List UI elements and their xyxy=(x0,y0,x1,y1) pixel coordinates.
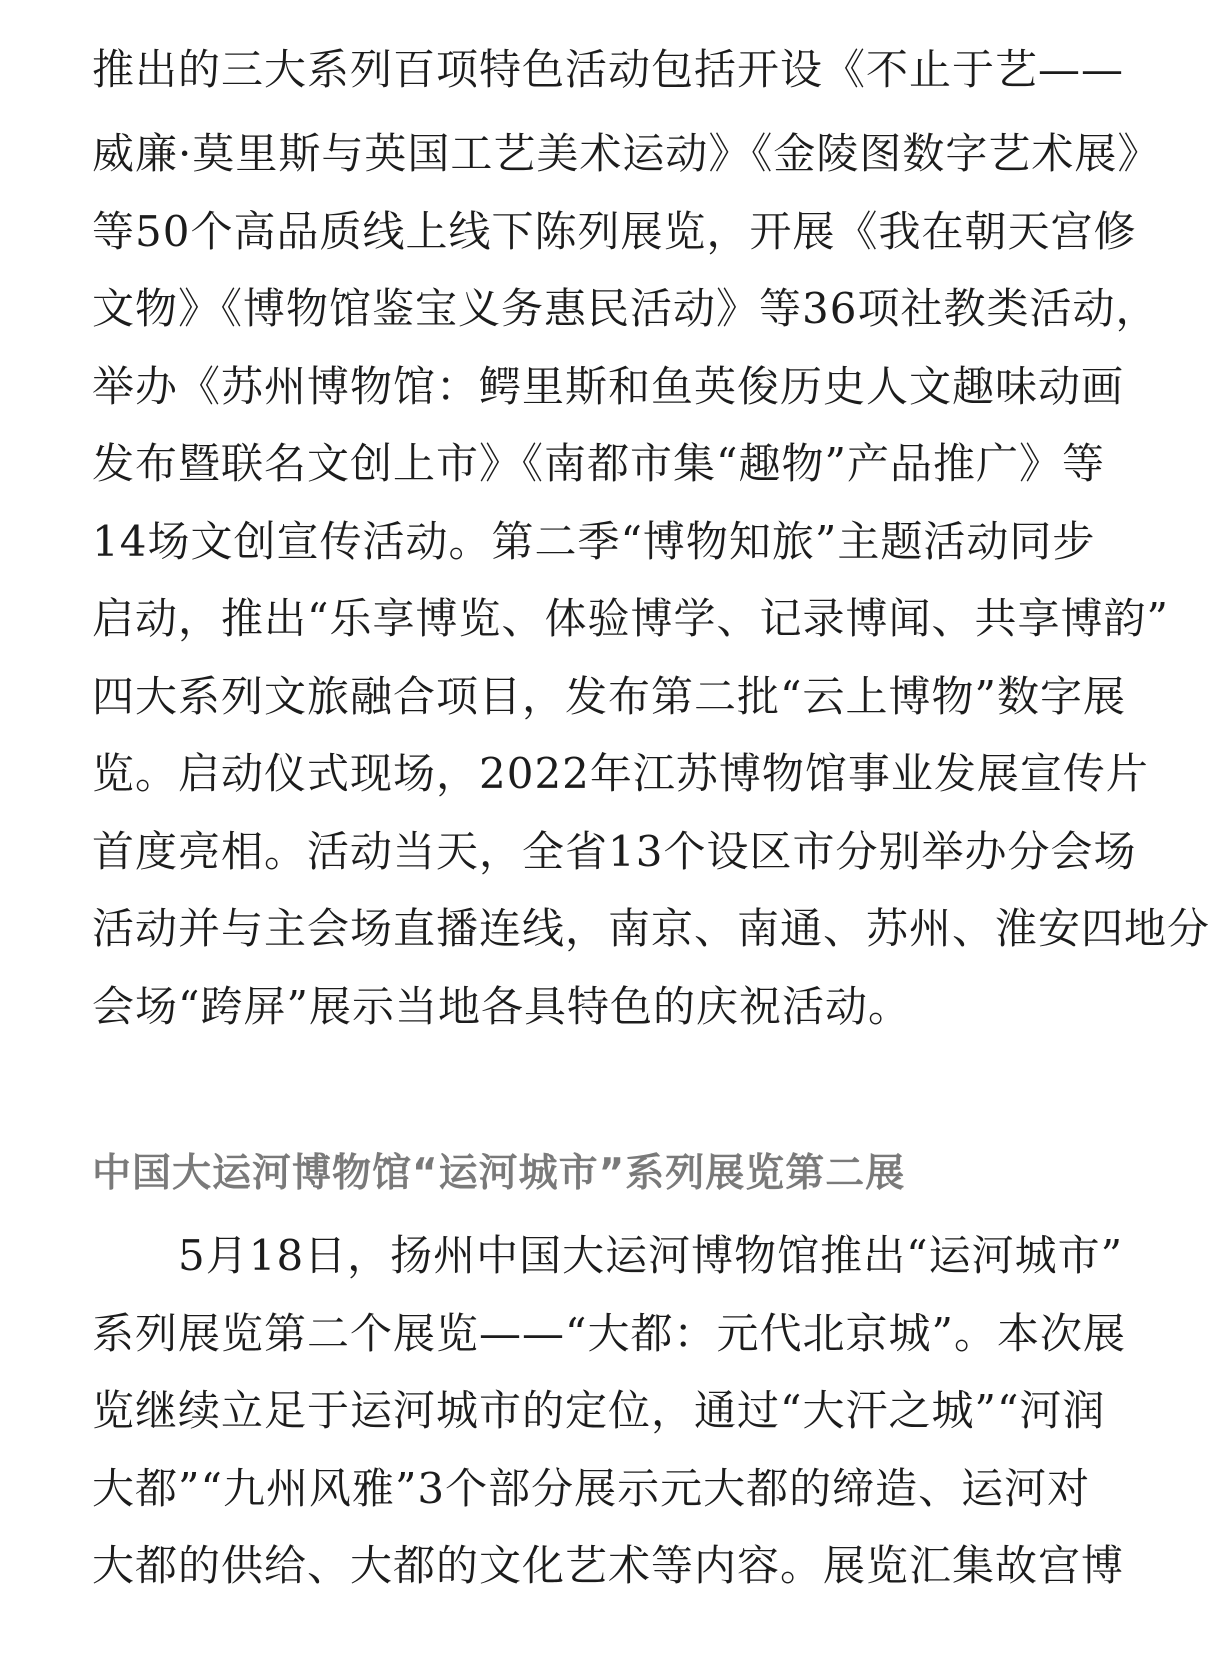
paragraph-line: 推出的三大系列百项特色活动包括开设《不止于艺—— xyxy=(92,45,1125,94)
paragraph-line: 文物》《博物馆鉴宝义务惠民活动》等36项社教类活动， xyxy=(92,284,1159,333)
paragraph-line: 启动，推出“乐享博览、体验博学、记录博闻、共享博韵” xyxy=(92,594,1169,643)
paragraph-line: 5月18日，扬州中国大运河博物馆推出“运河城市” xyxy=(178,1231,1124,1280)
paragraph-line: 首度亮相。活动当天，全省13个设区市分别举办分会场 xyxy=(92,827,1137,876)
paragraph-line: 系列展览第二个展览——“大都：元代北京城”。本次展 xyxy=(92,1309,1126,1358)
paragraph-line: 举办《苏州博物馆：鳄里斯和鱼英俊历史人文趣味动画 xyxy=(92,362,1125,411)
paragraph-line: 威廉·莫里斯与英国工艺美术运动》《金陵图数字艺术展》 xyxy=(92,129,1161,178)
paragraph-line: 四大系列文旅融合项目，发布第二批“云上博物”数字展 xyxy=(92,672,1126,721)
paragraph-line: 览继续立足于运河城市的定位，通过“大汗之城”“河润 xyxy=(92,1386,1106,1435)
paragraph-line: 活动并与主会场直播连线，南京、南通、苏州、淮安四地分 xyxy=(92,904,1211,953)
paragraph-line: 等50个高品质线上线下陈列展览，开展《我在朝天宫修 xyxy=(92,207,1137,256)
section-heading: 中国大运河博物馆“运河城市”系列展览第二展 xyxy=(92,1151,906,1196)
paragraph-line: 会场“跨屏”展示当地各具特色的庆祝活动。 xyxy=(92,982,911,1031)
paragraph-line: 览。启动仪式现场，2022年江苏博物馆事业发展宣传片 xyxy=(92,749,1149,798)
paragraph-line: 大都”“九州风雅”3个部分展示元大都的缔造、运河对 xyxy=(92,1464,1091,1513)
paragraph-line: 大都的供给、大都的文化艺术等内容。展览汇集故宫博 xyxy=(92,1541,1125,1590)
paragraph-line: 14场文创宣传活动。第二季“博物知旅”主题活动同步 xyxy=(92,517,1096,566)
paragraph-line: 发布暨联名文创上市》《南都市集“趣物”产品推广》等 xyxy=(92,439,1105,488)
